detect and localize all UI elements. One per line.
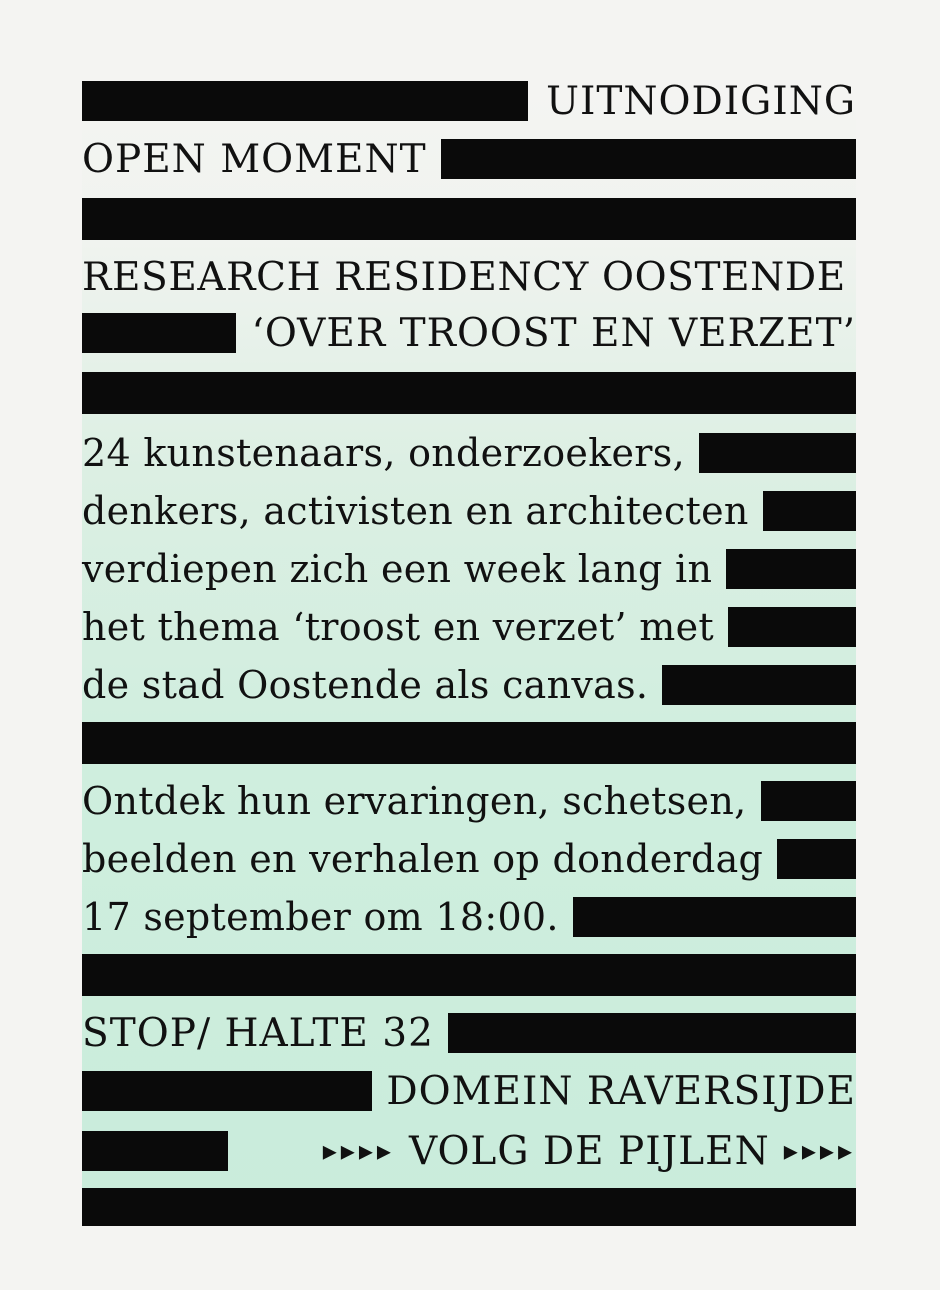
- directions-label: VOLG DE PIJLEN: [408, 1128, 770, 1174]
- project-title-row: [82, 248, 856, 306]
- project-theme-row: [82, 304, 856, 362]
- invitation-label: UITNODIGING: [546, 78, 856, 124]
- redaction-bar-full: [82, 372, 856, 414]
- redaction-bar-full: [82, 722, 856, 764]
- header-row-open-moment: [82, 130, 856, 188]
- redaction-bar: [82, 81, 528, 121]
- redaction-bar: [82, 313, 236, 353]
- redaction-bar: [728, 607, 856, 647]
- announcement-line: [82, 830, 856, 888]
- redaction-bar: [573, 897, 856, 937]
- redaction-bar: [726, 549, 856, 589]
- location-stop-row: [82, 1004, 856, 1062]
- open-moment-label: OPEN MOMENT: [82, 136, 427, 182]
- description-line: [82, 482, 856, 540]
- redaction-bar: [763, 491, 856, 531]
- announcement-text: Ontdek hun ervaringen, schetsen,: [82, 779, 747, 823]
- redaction-bar-full: [82, 1188, 856, 1226]
- location-venue-row: [82, 1062, 856, 1120]
- description-line: [82, 656, 856, 714]
- redaction-bar: [448, 1013, 856, 1053]
- description-text: denkers, activisten en architecten: [82, 489, 749, 533]
- announcement-line: [82, 772, 856, 830]
- venue-label: DOMEIN RAVERSIJDE: [386, 1068, 856, 1114]
- redaction-bar-full: [82, 954, 856, 996]
- redaction-bar: [761, 781, 857, 821]
- description-line: [82, 424, 856, 482]
- description-line: [82, 598, 856, 656]
- announcement-text: beelden en verhalen op donderdag: [82, 837, 764, 881]
- header-row-invitation: [82, 72, 856, 130]
- redaction-bar: [777, 839, 856, 879]
- stop-label: STOP/ HALTE 32: [82, 1010, 434, 1056]
- redaction-bar: [699, 433, 856, 473]
- redaction-bar: [441, 139, 856, 179]
- project-theme: ‘OVER TROOST EN VERZET’: [251, 310, 856, 356]
- description-text: de stad Oostende als canvas.: [82, 663, 649, 707]
- directions-row: [82, 1122, 856, 1180]
- redaction-bar-full: [82, 198, 856, 240]
- description-text: 24 kunstenaars, onderzoekers,: [82, 431, 685, 475]
- project-title: RESEARCH RESIDENCY OOSTENDE: [82, 254, 846, 300]
- redaction-bar: [662, 665, 856, 705]
- arrow-right-icon: ▸▸▸▸: [322, 1134, 395, 1167]
- announcement-text: 17 september om 18:00.: [82, 895, 559, 939]
- redaction-bar: [82, 1131, 228, 1171]
- description-line: [82, 540, 856, 598]
- description-text: verdiepen zich een week lang in: [82, 547, 713, 591]
- arrow-right-icon: ▸▸▸▸: [783, 1134, 856, 1167]
- description-text: het thema ‘troost en verzet’ met: [82, 605, 714, 649]
- redaction-bar: [82, 1071, 372, 1111]
- announcement-line: [82, 888, 856, 946]
